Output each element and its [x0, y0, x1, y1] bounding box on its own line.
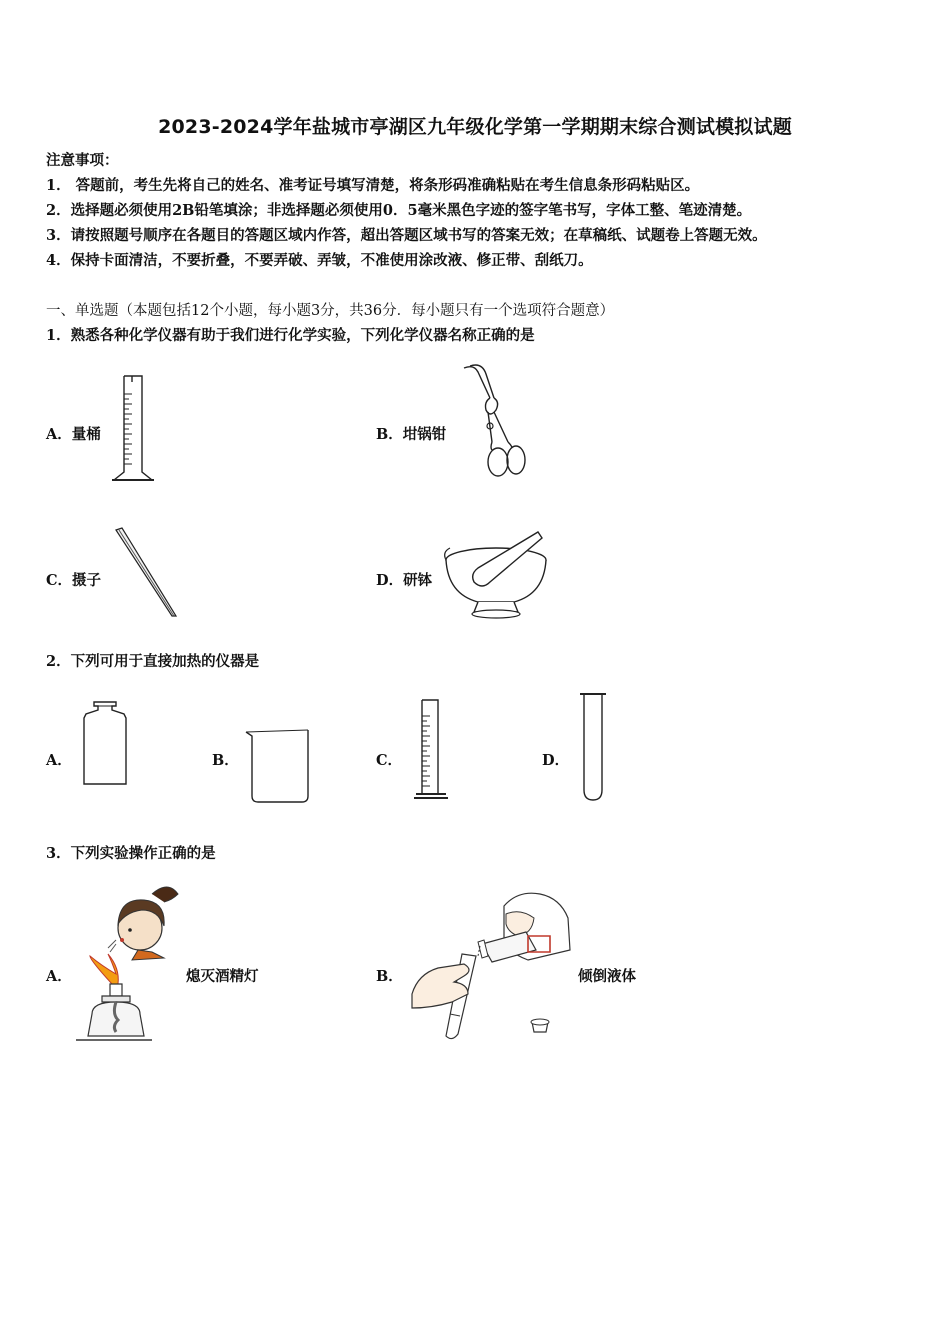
q1-option-a[interactable] [46, 423, 101, 444]
pour-liquid-icon [408, 884, 578, 1044]
q3-option-a-label: 熄灭酒精灯 [186, 968, 259, 985]
mortar-pestle-icon [444, 528, 550, 622]
graduated-cylinder-icon [108, 372, 158, 484]
q1-option-c-label: 摄子 [72, 572, 102, 589]
q3-option-a-letter[interactable]: A． [46, 968, 72, 985]
q1-option-b-label: 坩锅钳 [402, 426, 447, 443]
q2-option-c[interactable]: C． [376, 752, 403, 769]
q2-option-d[interactable]: D． [542, 752, 570, 769]
blow-out-alcohol-lamp-icon [72, 880, 184, 1046]
notice-item-1: 1． 答题前，考生先将自己的姓名、准考证号填写清楚，将条形码准确粘贴在考生信息条形码粘贴区。 [46, 177, 700, 194]
q3-option-b-label: 倾倒液体 [578, 968, 636, 985]
q1-option-b-letter: B． [376, 426, 403, 443]
beaker-icon [244, 726, 314, 804]
q2-stem: 2．下列可用于直接加热的仪器是 [46, 653, 260, 670]
section-heading: 一、单选题（本题包括12个小题，每小题3分，共36分．每小题只有一个选项符合题意） [46, 303, 615, 319]
crucible-tongs-icon [460, 362, 532, 488]
q1-option-d-label: 研钵 [403, 572, 433, 589]
reagent-bottle-icon [80, 700, 130, 788]
page-title: 2023-2024学年盐城市亭湖区九年级化学第一学期期末综合测试模拟试题 [158, 116, 792, 138]
notice-item-2: 2．选择题必须使用2B铅笔填涂；非选择题必须使用0．5毫米黑色字迹的签字笔书写，字体工整、笔迹清楚。 [46, 202, 752, 219]
notice-heading: 注意事项： [46, 152, 119, 169]
notice-item-3: 3．请按照题号顺序在各题目的答题区域内作答，超出答题区域书写的答案无效；在草稿纸、试题卷上答题无效。 [46, 227, 767, 244]
q2-option-a[interactable]: A． [46, 752, 72, 769]
q3-option-b-letter[interactable]: B． [376, 968, 403, 985]
q1-stem: 1．熟悉各种化学仪器有助于我们进行化学实验，下列化学仪器名称正确的是 [46, 327, 535, 344]
q3-stem: 3．下列实验操作正确的是 [46, 845, 216, 862]
q2-option-b[interactable]: B． [212, 752, 239, 769]
graduated-cylinder-icon-2 [410, 698, 452, 806]
q1-option-d-letter: D． [376, 572, 404, 589]
notice-item-4: 4．保持卡面清洁，不要折叠，不要弄破、弄皱，不准使用涂改液、修正带、刮纸刀。 [46, 252, 593, 269]
q1-option-a-label: 量桶 [71, 426, 101, 443]
tweezers-icon [110, 526, 182, 622]
q1-option-a-letter: A． [46, 426, 72, 443]
q1-option-b[interactable] [376, 423, 446, 444]
q1-option-c[interactable] [46, 569, 101, 590]
test-tube-icon [578, 690, 608, 804]
q1-option-c-letter: C． [46, 572, 73, 589]
q1-option-d[interactable] [376, 569, 432, 590]
